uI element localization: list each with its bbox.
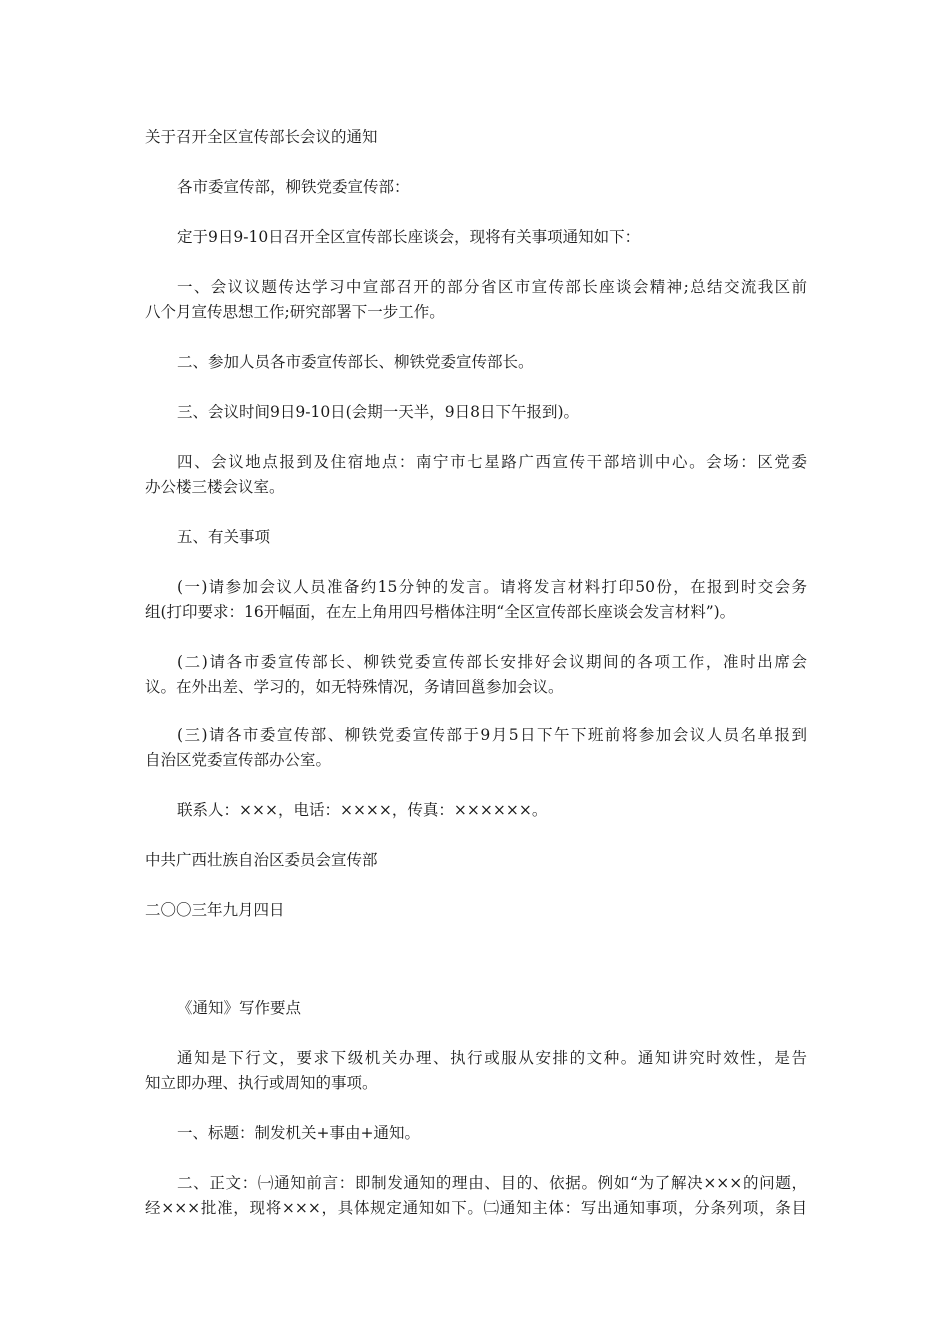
notice-title: 关于召开全区宣传部长会议的通知: [145, 128, 378, 146]
guide-p1-line2: 知立即办理、执行或周知的事项。: [145, 1074, 378, 1092]
issue-date: 二〇〇三年九月四日: [145, 901, 285, 919]
item4-line2: 办公楼三楼会议室。: [145, 478, 285, 496]
sub1-line1: (一)请参加会议人员准备约15分钟的发言。请将发言材料打印50份，在报到时交会务: [177, 578, 807, 596]
sub2-line2: 议。在外出差、学习的，如无特殊情况，务请回邕参加会议。: [145, 678, 564, 696]
guide-point2-line1: 二、正文：㈠通知前言：即制发通知的理由、目的、依据。例如“为了解决×××的问题，: [177, 1174, 807, 1192]
sub3-line2: 自治区党委宣传部办公室。: [145, 751, 332, 769]
issuer: 中共广西壮族自治区委员会宣传部: [145, 851, 378, 869]
item2: 二、参加人员各市委宣传部长、柳铁党委宣传部长。: [177, 353, 534, 371]
guide-point1: 一、标题：制发机关+事由+通知。: [177, 1124, 420, 1142]
sub2-line1: (二)请各市委宣传部长、柳铁党委宣传部长安排好会议期间的各项工作，准时出席会: [177, 653, 807, 671]
notice-intro: 定于9日9-10日召开全区宣传部长座谈会，现将有关事项通知如下：: [177, 228, 641, 246]
guide-point2-line2: 经×××批准，现将×××，具体规定通知如下。㈡通知主体：写出通知事项，分条列项，条目: [145, 1199, 807, 1217]
guide-title: 《通知》写作要点: [177, 999, 302, 1017]
sub3-line1: (三)请各市委宣传部、柳铁党委宣传部于9月5日下午下班前将参加会议人员名单报到: [177, 726, 807, 744]
guide-p1-line1: 通知是下行文，要求下级机关办理、执行或服从安排的文种。通知讲究时效性，是告: [177, 1049, 807, 1067]
sub1-line2: 组(打印要求：16开幅面，在左上角用四号楷体注明“全区宣传部长座谈会发言材料”)。: [145, 603, 736, 621]
item5: 五、有关事项: [177, 528, 271, 546]
item4-line1: 四、会议地点报到及住宿地点：南宁市七星路广西宣传干部培训中心。会场：区党委: [177, 453, 807, 471]
notice-salutation: 各市委宣传部，柳铁党委宣传部：: [177, 178, 410, 196]
item3: 三、会议时间9日9-10日(会期一天半，9日8日下午报到)。: [177, 403, 580, 421]
document-page: [145, 0, 807, 1344]
item1-line1: 一、会议议题传达学习中宣部召开的部分省区市宣传部长座谈会精神;总结交流我区前: [177, 278, 807, 296]
item1-line2: 八个月宣传思想工作;研究部署下一步工作。: [145, 303, 445, 321]
contact-line: 联系人：×××，电话：××××，传真：××××××。: [177, 801, 548, 819]
